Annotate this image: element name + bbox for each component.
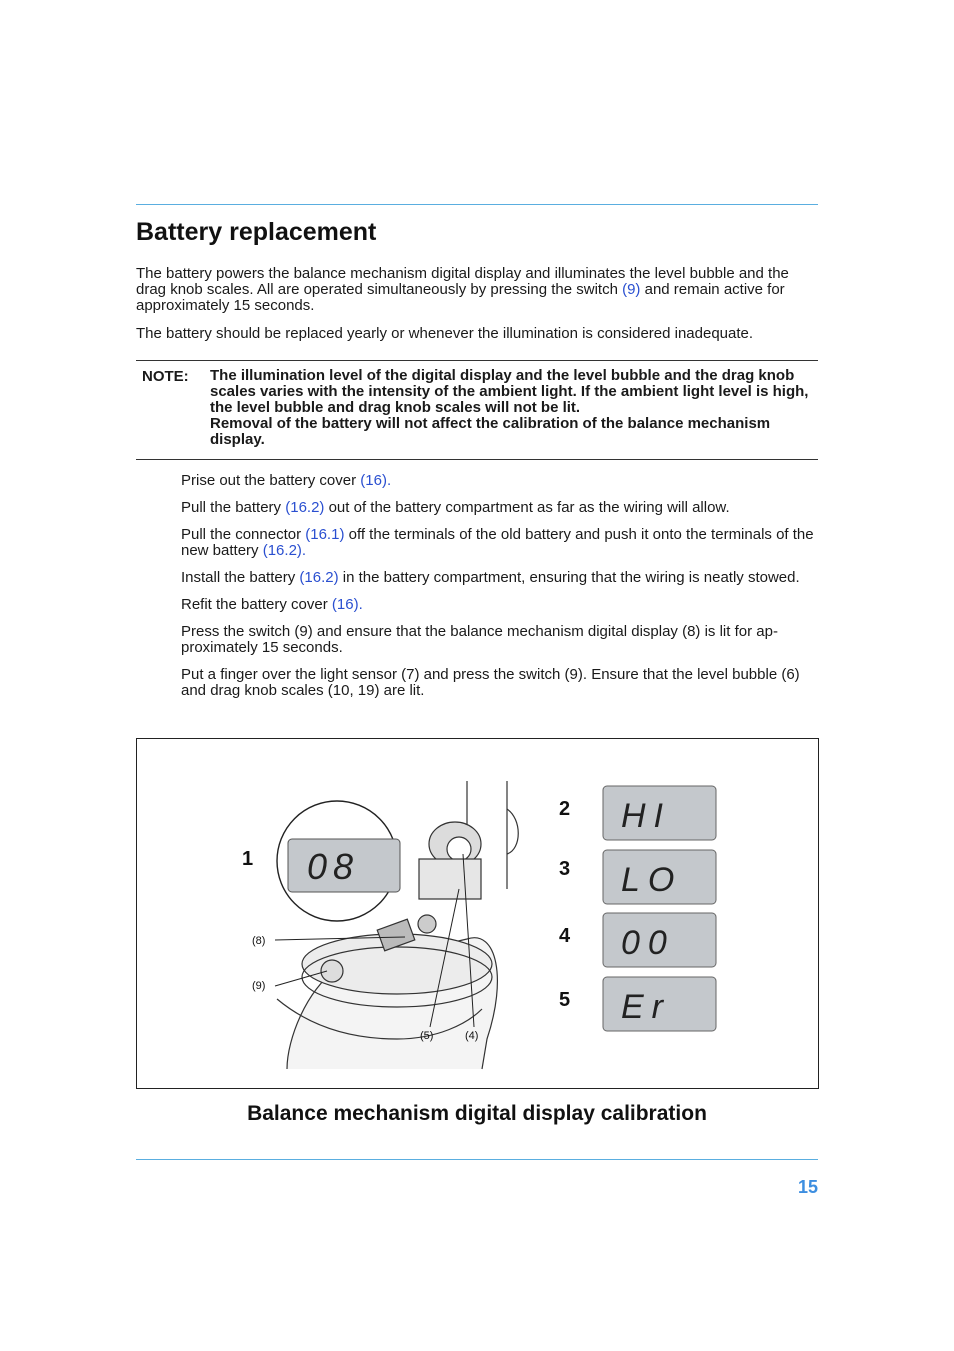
main-figure-label: 1 — [242, 848, 254, 870]
note-text — [210, 368, 816, 448]
replacement-paragraph: The battery should be replaced yearly or whenever the illumination is considered inadequate. — [136, 325, 754, 342]
switch-reference-link[interactable]: (9) — [622, 281, 641, 298]
callout-9: (9) — [252, 980, 266, 992]
panel-label-3: 3 — [559, 858, 571, 880]
step-text: Prise out the battery cover — [181, 472, 361, 489]
lcd-value-2: HI — [621, 797, 671, 835]
procedure-steps — [181, 473, 821, 710]
step-item — [181, 597, 821, 613]
step-link[interactable]: (16.2) — [285, 499, 325, 516]
step-item — [181, 624, 821, 656]
callout-4: (4) — [465, 1030, 479, 1042]
step-item — [181, 667, 821, 699]
callout-8: (8) — [252, 935, 266, 947]
intro-paragraph — [136, 266, 820, 314]
bottom-rule — [136, 1159, 818, 1160]
step-item — [181, 570, 821, 586]
section-title: Battery replacement — [136, 218, 377, 246]
step-item — [181, 500, 821, 516]
step-link[interactable]: (16.1) — [305, 526, 345, 543]
top-rule — [136, 204, 818, 205]
lcd-value-4: 00 — [621, 924, 675, 962]
step-link[interactable]: (16). — [331, 596, 363, 613]
note-line-1: The illumination level of the digital display and the level bubble and the drag knob scales varies with the intensity of the ambient light. If the ambient light level is high, the level bubble and drag knob scales will not be lit. — [210, 367, 809, 416]
panel-label-5: 5 — [559, 989, 571, 1011]
callout-5: (5) — [420, 1030, 434, 1042]
calibration-illustration — [137, 739, 818, 1088]
step-text: Install the battery — [181, 569, 300, 586]
lcd-value-3: LO — [621, 861, 683, 899]
page-number: 15 — [797, 1177, 818, 1197]
intro-text: The battery powers the balance mechanism digital display and illuminates the level bubble and the drag knob scales. All are operated simultaneously by pressing the switch — [136, 265, 789, 298]
step-text: out of the battery compartment as far as the wiring will allow. — [324, 499, 730, 516]
lcd-value-5: Er — [621, 988, 671, 1026]
step-link[interactable]: (16). — [360, 472, 392, 489]
calibration-figure — [136, 738, 819, 1089]
step-item — [181, 527, 821, 559]
figure-caption: Balance mechanism digital display calibration — [247, 1102, 707, 1125]
note-box — [136, 360, 818, 460]
intro-text-end: and remain active for approximately 15 seconds. — [136, 281, 785, 314]
note-label: NOTE: — [142, 368, 189, 385]
step-text: Press the switch (9) and ensure that the balance mechanism digital display (8) is lit for ap-proximately 15 seconds. — [181, 623, 778, 656]
step-text: Refit the battery cover — [181, 596, 332, 613]
panel-label-2: 2 — [559, 798, 571, 820]
step-text: Put a finger over the light sensor (7) and press the switch (9). Ensure that the level bubble (6) and drag knob scales (10, 19) are lit. — [181, 666, 800, 699]
panel-label-4: 4 — [559, 925, 571, 947]
note-line-2: Removal of the battery will not affect the calibration of the balance mechanism display. — [210, 415, 771, 448]
step-item — [181, 473, 821, 489]
step-text: in the battery compartment, ensuring that the wiring is neatly stowed. — [338, 569, 800, 586]
step-text: off the terminals of the old battery and push it onto the terminals of the new battery — [181, 526, 814, 559]
step-link[interactable]: (16.2). — [262, 542, 307, 559]
step-link[interactable]: (16.2) — [299, 569, 339, 586]
step-text: Pull the connector — [181, 526, 306, 543]
main-lcd-value: 08 — [307, 846, 360, 887]
step-text: Pull the battery — [181, 499, 286, 516]
